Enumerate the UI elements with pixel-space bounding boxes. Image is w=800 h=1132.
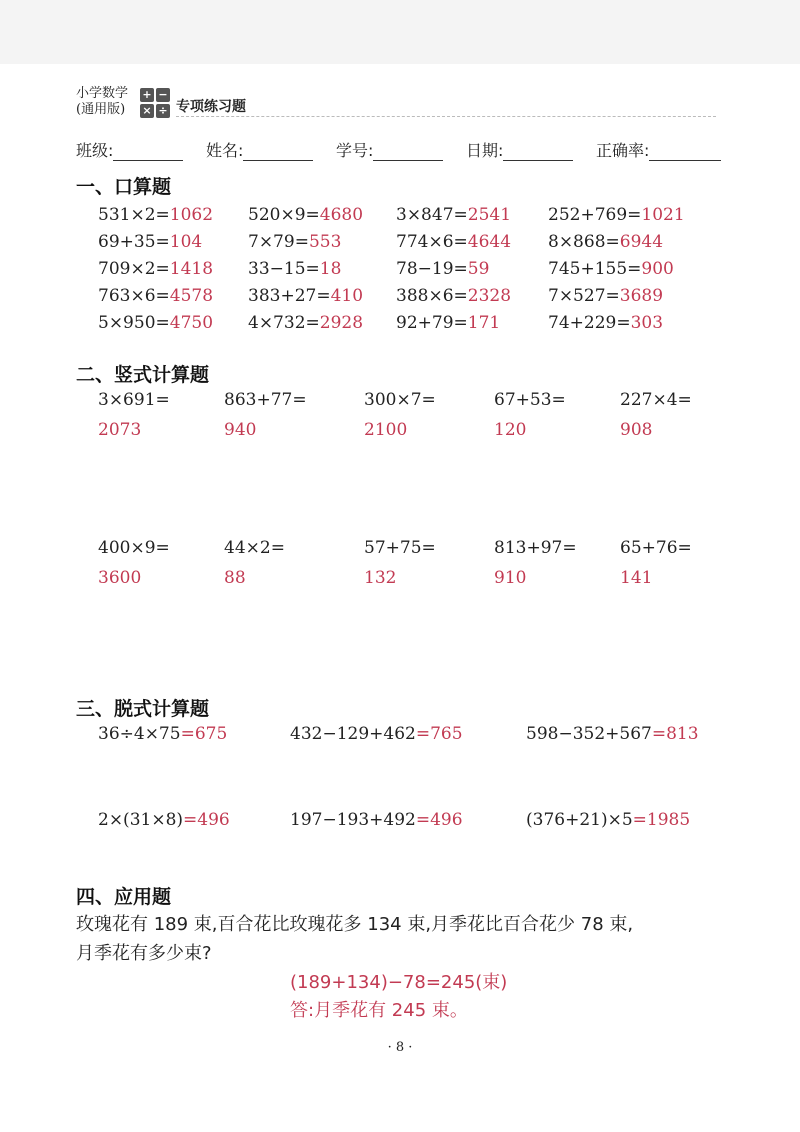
student-id-label: 学号: <box>336 141 374 160</box>
vertical-question: 400×9= <box>98 538 170 558</box>
word-problem-answer: 答:月季花有 245 束。 <box>290 1000 468 1021</box>
word-problem-solution: (189+134)−78=245(束) <box>290 972 508 993</box>
question: 745+155= <box>548 259 642 279</box>
question: 520×9= <box>248 205 320 225</box>
plus-icon: + <box>140 88 154 102</box>
question: 7×527= <box>548 286 620 306</box>
question: 598−352+567 <box>526 724 652 744</box>
vertical-answer: 120 <box>494 420 527 440</box>
answer: 900 <box>641 259 674 279</box>
top-band <box>0 0 800 64</box>
section-title-vertical-calculation: 二、竖式计算题 <box>76 364 210 386</box>
vertical-question: 57+75= <box>364 538 436 558</box>
divide-icon: ÷ <box>156 104 170 118</box>
mental-problem <box>396 313 500 333</box>
mental-problem <box>548 232 663 252</box>
mental-arithmetic-row <box>98 259 738 285</box>
answer: 1418 <box>169 259 214 279</box>
question: 8×868= <box>548 232 620 252</box>
answer: 104 <box>169 232 203 252</box>
vertical-answer: 2073 <box>98 420 142 440</box>
question: 432−129+462 <box>290 724 416 744</box>
student-info-row <box>76 138 736 162</box>
answer: 303 <box>630 313 664 333</box>
name-field[interactable] <box>206 138 313 161</box>
series-brand <box>76 86 128 118</box>
worksheet-header <box>76 86 716 120</box>
answer: 6944 <box>619 232 664 252</box>
mental-problem <box>98 259 213 279</box>
brand-line-1: 小学数学 <box>76 86 129 101</box>
worksheet-subject: 专项练习题 <box>176 99 246 115</box>
word-problem-text <box>76 910 736 968</box>
section-title-step-calculation: 三、脱式计算题 <box>76 698 210 720</box>
answer: 59 <box>467 259 490 279</box>
name-label: 姓名: <box>206 141 244 160</box>
accuracy-field[interactable] <box>596 138 721 161</box>
mental-problem <box>98 205 213 225</box>
answer: =496 <box>415 810 463 830</box>
answer: 1062 <box>169 205 214 225</box>
vertical-question: 300×7= <box>364 390 436 410</box>
question: 78−19= <box>396 259 468 279</box>
minus-icon: − <box>156 88 170 102</box>
vertical-answer: 132 <box>364 568 397 588</box>
answer: 410 <box>330 286 364 306</box>
vertical-answer: 3600 <box>98 568 142 588</box>
answer: 171 <box>467 313 501 333</box>
vertical-question: 227×4= <box>620 390 692 410</box>
mental-problem <box>248 232 341 252</box>
answer: 4644 <box>467 232 512 252</box>
question: 92+79= <box>396 313 468 333</box>
word-problem-line-1: 玫瑰花有 189 束,百合花比玫瑰花多 134 束,月季花比百合花少 78 束, <box>76 914 634 935</box>
section-title-mental-arithmetic: 一、口算题 <box>76 176 172 198</box>
answer: 1021 <box>641 205 685 225</box>
date-label: 日期: <box>466 141 504 160</box>
accuracy-label: 正确率: <box>596 141 650 160</box>
step-problem <box>98 810 230 830</box>
vertical-question: 44×2= <box>224 538 285 558</box>
question: 3×847= <box>396 205 468 225</box>
student-id-field[interactable] <box>336 138 443 161</box>
step-problem <box>290 724 463 744</box>
vertical-answer: 88 <box>224 568 246 588</box>
mental-problem <box>248 286 363 306</box>
student-id-blank[interactable] <box>373 143 443 161</box>
mental-arithmetic-row <box>98 286 738 312</box>
section-title-word-problem: 四、应用题 <box>76 886 172 908</box>
vertical-answer: 908 <box>620 420 653 440</box>
answer: 4750 <box>169 313 214 333</box>
answer: =496 <box>183 810 230 830</box>
answer: =813 <box>651 724 699 744</box>
question: (376+21)×5 <box>526 810 633 830</box>
name-blank[interactable] <box>243 143 313 161</box>
mental-problem <box>396 205 511 225</box>
mental-problem <box>248 205 363 225</box>
question: 197−193+492 <box>290 810 416 830</box>
question: 388×6= <box>396 286 468 306</box>
answer: 2541 <box>467 205 512 225</box>
mental-problem <box>248 313 363 333</box>
answer: 18 <box>319 259 342 279</box>
answer: =675 <box>180 724 228 744</box>
mental-arithmetic-row <box>98 232 738 258</box>
vertical-question: 67+53= <box>494 390 566 410</box>
answer: 2328 <box>467 286 512 306</box>
date-blank[interactable] <box>503 143 573 161</box>
mental-problem <box>548 286 663 306</box>
question: 33−15= <box>248 259 320 279</box>
mental-arithmetic-row <box>98 205 738 231</box>
answer: 2928 <box>319 313 364 333</box>
class-field[interactable] <box>76 138 183 161</box>
answer: 4680 <box>319 205 364 225</box>
question: 774×6= <box>396 232 468 252</box>
vertical-question: 3×691= <box>98 390 170 410</box>
answer: =1985 <box>632 810 691 830</box>
mental-problem <box>548 205 685 225</box>
question: 709×2= <box>98 259 170 279</box>
answer: 553 <box>308 232 342 252</box>
answer: =765 <box>415 724 463 744</box>
vertical-answer: 141 <box>620 568 653 588</box>
times-icon: × <box>140 104 154 118</box>
question: 763×6= <box>98 286 170 306</box>
answer: 3689 <box>619 286 664 306</box>
word-problem-line-2: 月季花有多少束? <box>76 943 212 964</box>
answer: 4578 <box>169 286 214 306</box>
vertical-question: 863+77= <box>224 390 307 410</box>
vertical-question: 65+76= <box>620 538 692 558</box>
question: 531×2= <box>98 205 170 225</box>
header-divider <box>176 116 716 117</box>
mental-problem <box>548 313 663 333</box>
step-problem <box>98 724 227 744</box>
question: 5×950= <box>98 313 170 333</box>
mental-problem <box>396 286 511 306</box>
step-problem <box>526 724 699 744</box>
question: 2×(31×8) <box>98 810 184 830</box>
mental-problem <box>98 313 213 333</box>
class-blank[interactable] <box>113 143 183 161</box>
mental-problem <box>548 259 674 279</box>
question: 4×732= <box>248 313 320 333</box>
mental-problem <box>396 259 489 279</box>
brand-line-2: (通用版) <box>76 102 126 117</box>
mental-arithmetic-row <box>98 313 738 339</box>
mental-problem <box>248 259 341 279</box>
question: 36÷4×75 <box>98 724 181 744</box>
vertical-answer: 910 <box>494 568 527 588</box>
mental-problem <box>98 232 202 252</box>
page-number: · 8 · <box>387 1040 413 1055</box>
vertical-answer: 2100 <box>364 420 408 440</box>
question: 252+769= <box>548 205 642 225</box>
step-problem <box>526 810 690 830</box>
vertical-question: 813+97= <box>494 538 577 558</box>
question: 383+27= <box>248 286 331 306</box>
date-field[interactable] <box>466 138 573 161</box>
question: 74+229= <box>548 313 631 333</box>
mental-problem <box>98 286 213 306</box>
question: 7×79= <box>248 232 309 252</box>
operations-logo <box>140 88 170 118</box>
question: 69+35= <box>98 232 170 252</box>
vertical-answer: 940 <box>224 420 257 440</box>
accuracy-blank[interactable] <box>649 143 721 161</box>
mental-problem <box>396 232 511 252</box>
class-label: 班级: <box>76 141 114 160</box>
step-problem <box>290 810 463 830</box>
